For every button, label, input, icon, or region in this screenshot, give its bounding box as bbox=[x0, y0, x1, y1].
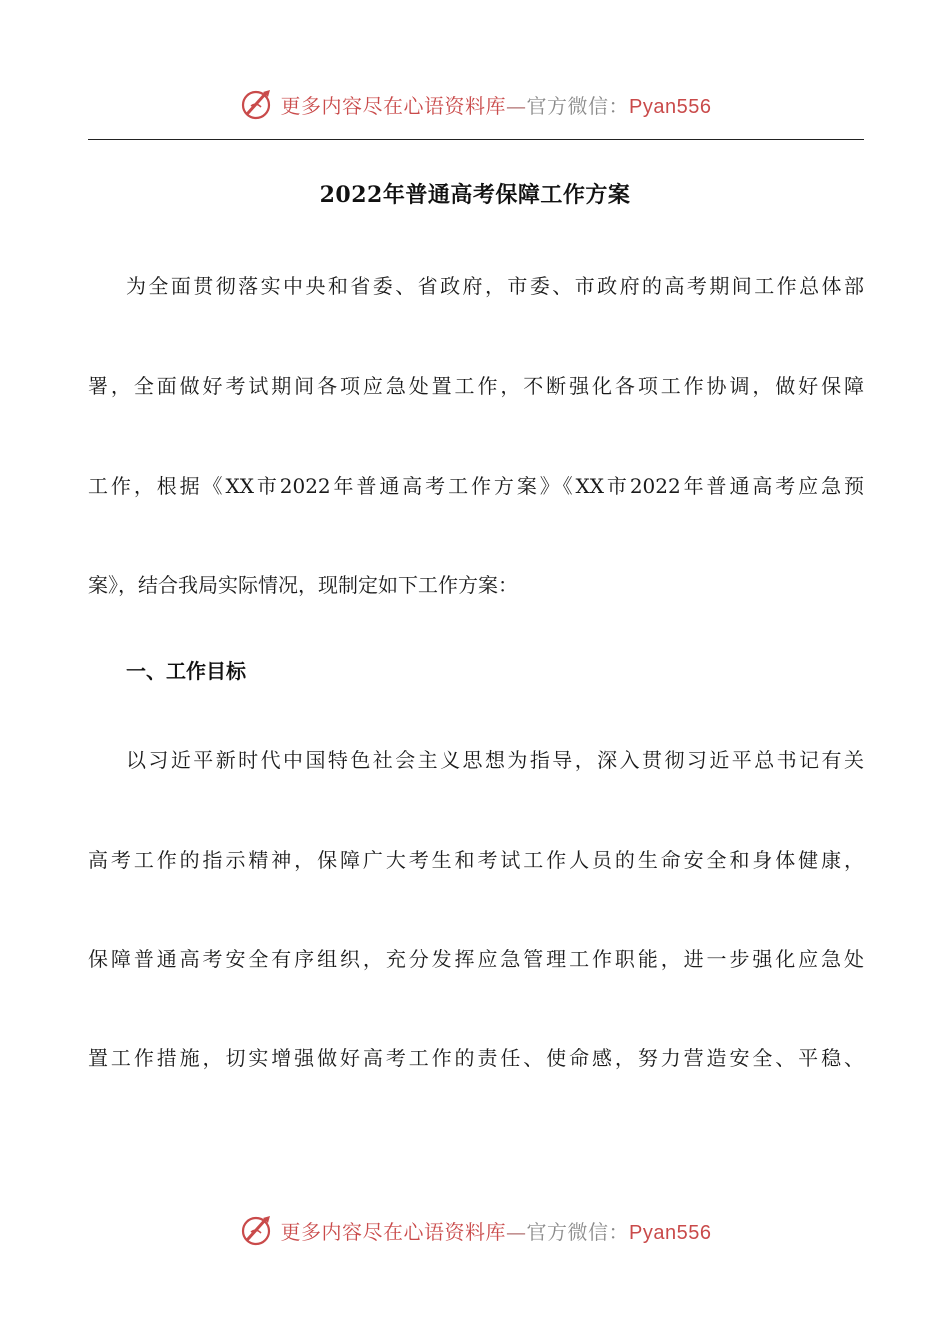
header-banner-dash: — bbox=[506, 93, 527, 118]
document-title: 2022年普通高考保障工作方案 bbox=[319, 182, 631, 208]
pen-circle-logo-icon bbox=[239, 1212, 275, 1248]
intro-line-4: 案》，结合我局实际情况，现制定如下工作方案： bbox=[88, 573, 518, 597]
section-1-line-4: 置工作措施，切实增强做好高考工作的责任、使命感，努力营造安全、平稳、 bbox=[88, 1046, 864, 1070]
footer-banner-official: 官方微信： bbox=[526, 1219, 630, 1244]
header-rule bbox=[88, 139, 864, 140]
intro-line-3: 工作，根据《XX市2022年普通高考工作方案》《XX市2022年普通高考应急预 bbox=[88, 474, 864, 498]
footer-banner-dash: — bbox=[506, 1219, 527, 1244]
section-1-line-1: 以习近平新时代中国特色社会主义思想为指导，深入贯彻习近平总书记有关 bbox=[126, 748, 864, 772]
header-banner-text bbox=[281, 90, 712, 119]
pen-circle-logo-icon bbox=[239, 86, 275, 122]
section-1-line-2: 高考工作的指示精神，保障广大考生和考试工作人员的生命安全和身体健康， bbox=[88, 848, 864, 872]
header-banner-brand: 更多内容尽在心语资料库 bbox=[280, 93, 507, 118]
section-1-line-3: 保障普通高考安全有序组织，充分发挥应急管理工作职能，进一步强化应急处 bbox=[88, 947, 864, 971]
intro-line-1: 为全面贯彻落实中央和省委、省政府，市委、市政府的高考期间工作总体部 bbox=[126, 274, 864, 298]
section-heading-1: 一、工作目标 bbox=[126, 659, 246, 683]
footer-banner bbox=[0, 1208, 950, 1252]
header-banner-official: 官方微信： bbox=[526, 93, 630, 118]
header-banner bbox=[0, 82, 950, 126]
header-banner-wechat-id: Pyan556 bbox=[629, 95, 712, 118]
footer-banner-brand: 更多内容尽在心语资料库 bbox=[280, 1219, 507, 1244]
intro-line-2: 署，全面做好考试期间各项应急处置工作，不断强化各项工作协调，做好保障 bbox=[88, 374, 864, 398]
footer-banner-text bbox=[281, 1216, 712, 1245]
footer-banner-wechat-id: Pyan556 bbox=[629, 1221, 712, 1244]
